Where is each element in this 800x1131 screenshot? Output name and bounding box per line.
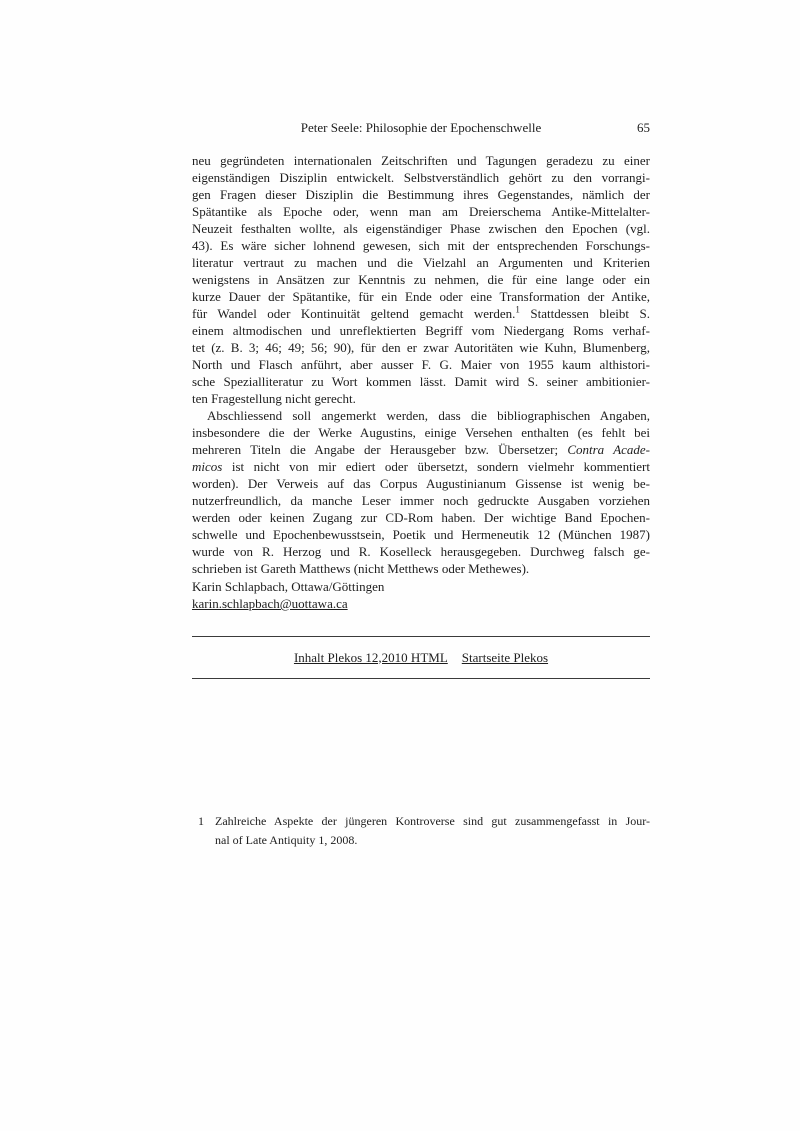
review-body bbox=[192, 152, 650, 577]
author-email-link[interactable]: karin.schlapbach@uottawa.ca bbox=[192, 596, 348, 611]
page-number: 65 bbox=[637, 120, 650, 135]
nav-link-inhalt-plekos[interactable]: Inhalt Plekos 12,2010 HTML bbox=[293, 649, 448, 665]
running-header bbox=[192, 119, 650, 136]
footnote-marker: 1 bbox=[198, 814, 204, 828]
footnote-text: Zahlreiche Aspekte der jüngeren Kontroverse sind gut zusammengefasst in Jour- nal of Late Antiquity 1, 2008. bbox=[215, 814, 650, 847]
page-title: Peter Seele: Philosophie der Epochenschwelle bbox=[300, 120, 542, 135]
footnote-1 bbox=[192, 812, 650, 850]
issue-nav bbox=[192, 636, 650, 679]
signature-block bbox=[192, 578, 650, 612]
paragraph-continuation: neu gegründeten internationalen Zeitschriften und Tagungen geradezu zu einer eigenständigen Disziplin entwickelt. Selbstverständlich gehört zu den vorrangi- gen Fragen dieser Disziplin die Bestimmung ihres Gegenstandes, nämlich der Spätantike als Epoche oder, wenn man am Dreierschema Antike-Mittelalter- Neuzeit festhalten wollte, als eigenständiger Phase zwischen den Epochen (vgl. 43). Es wäre sicher lohnend gewesen, sich mit der entsprechenden Forschungs- literatur vertraut zu machen und die Vielzahl an Argumenten und Kriterien wenigstens in Ansätzen zur Kenntnis zu nehmen, die für eine lange oder ein kurze Dauer der Spätantike, für ein Ende oder eine Transformation der Antike, für Wandel oder Kontinuität geltend gemacht werden.$^1$ Stattdessen bleibt S. einem altmodischen und unreflektierten Begriff vom Niedergang Roms verhaf- tet (z. B. 3; 46; 49; 56; 90), für den er zwar Autoritäten wie Kuhn, Blumenberg, North und Flasch anführt, aber ausser F. G. Maier von 1955 kaum althistori- sche Spezialliteratur zu Wort kommen lässt. Damit wird S. seiner ambitionier- ten Fragestellung nicht gerecht. bbox=[192, 153, 650, 406]
nav-link-startseite-plekos[interactable]: Startseite Plekos bbox=[461, 649, 549, 665]
author-name-line: Karin Schlapbach, Ottawa/Göttingen bbox=[192, 579, 385, 594]
paragraph-closing: Abschliessend soll angemerkt werden, dass die bibliographischen Angaben, insbesondere die der Werke Augustins, einige Versehen enthalten (es fehlt bei mehreren Titeln die Angabe der Herausgeber bzw. Übersetzer; Contra Acade- micos ist nicht von mir ediert oder übersetzt, sondern vielmehr kommentiert worden). Der Verweis auf das Corpus Augustinianum Gissense ist wenig be- nutzerfreundlich, da manche Leser immer noch gedruckte Ausgaben vorziehen werden oder keinen Zugang zur CD-Rom haben. Der wichtige Band Epochen- schwelle und Epochenbewusstsein, Poetik und Hermeneutik 12 (München 1987) wurde von R. Herzog und R. Koselleck herausgegeben. Durchweg falsch ge- schrieben ist Gareth Matthews (nicht Metthews oder Methewes). bbox=[192, 408, 650, 576]
